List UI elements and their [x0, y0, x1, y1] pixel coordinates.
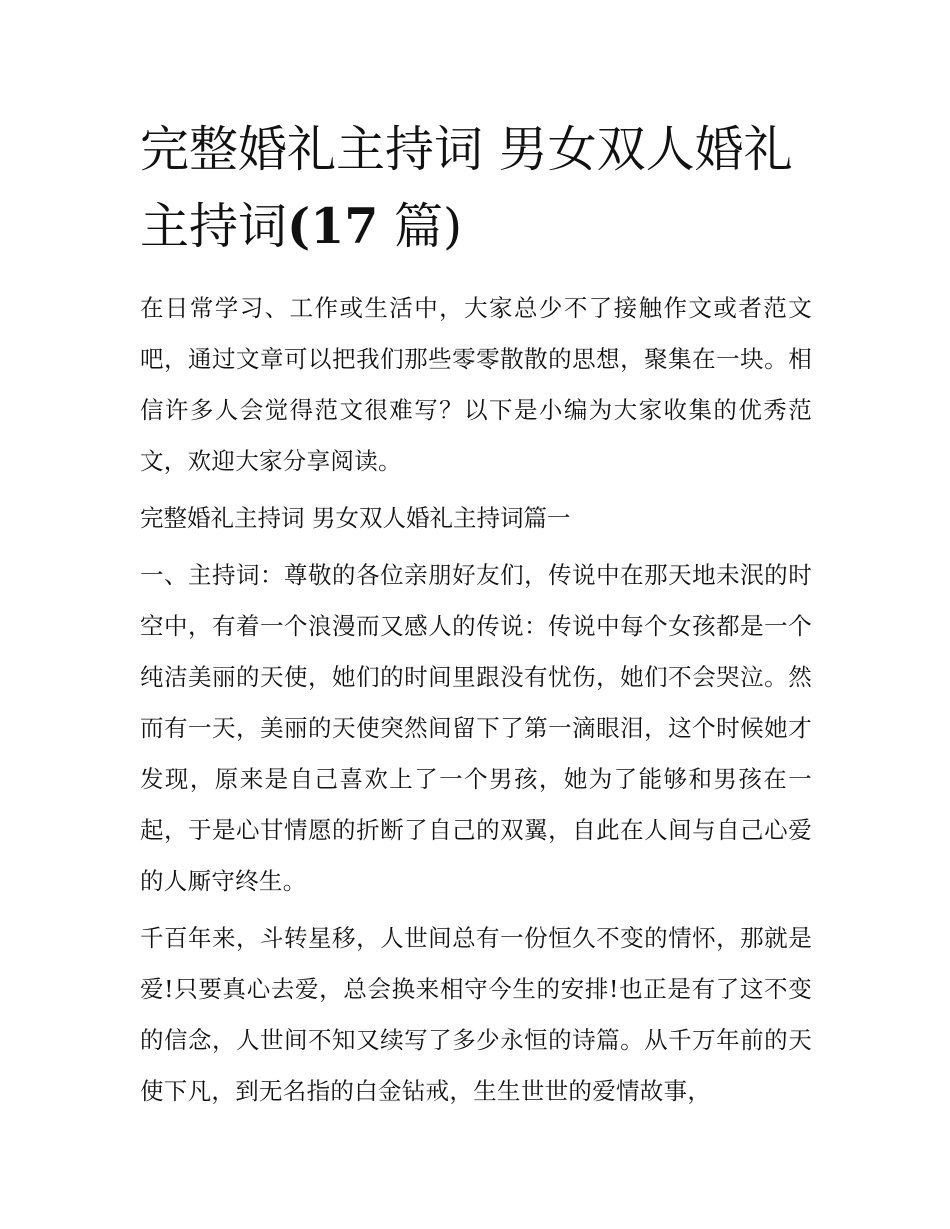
body-paragraph-2: 千百年来，斗转星移，人世间总有一份恒久不变的情怀，那就是爱!只要真心去爱，总会换来相守今生的安排!也正是有了这不变的信念，人世间不知又续写了多少永恒的诗篇。从千万年前的天使下凡，到无名指的白金钻戒，生生世世的爱情故事， [140, 924, 812, 1105]
title-tail: 篇) [378, 198, 463, 255]
body-paragraph-1: 一、主持词：尊敬的各位亲朋好友们，传说中在那天地未泯的时空中，有着一个浪漫而又感人的传说：传说中每个女孩都是一个纯洁美丽的天使，她们的时间里跟没有忧伤，她们不会哭泣。然而有一天，美丽的天使突然间留下了第一滴眼泪，这个时候她才发现，原来是自己喜欢上了一个男孩，她为了能够和男孩在一起，于是心甘情愿的折断了自己的双翼，自此在人间与自己心爱的人厮守终生。 [140, 561, 812, 895]
section-heading: 完整婚礼主持词 男女双人婚礼主持词篇一 [140, 504, 571, 532]
document-title [140, 112, 812, 265]
title-main: 完整婚礼主持词 男女双人婚礼主持词 [140, 121, 793, 255]
title-count: (17 [287, 197, 379, 255]
intro-paragraph: 在日常学习、工作或生活中，大家总少不了接触作文或者范文吧，通过文章可以把我们那些零零散散的思想，聚集在一块。相信许多人会觉得范文很难写？以下是小编为大家收集的优秀范文，欢迎大家分享阅读。 [140, 294, 812, 475]
document-page [140, 112, 812, 1117]
